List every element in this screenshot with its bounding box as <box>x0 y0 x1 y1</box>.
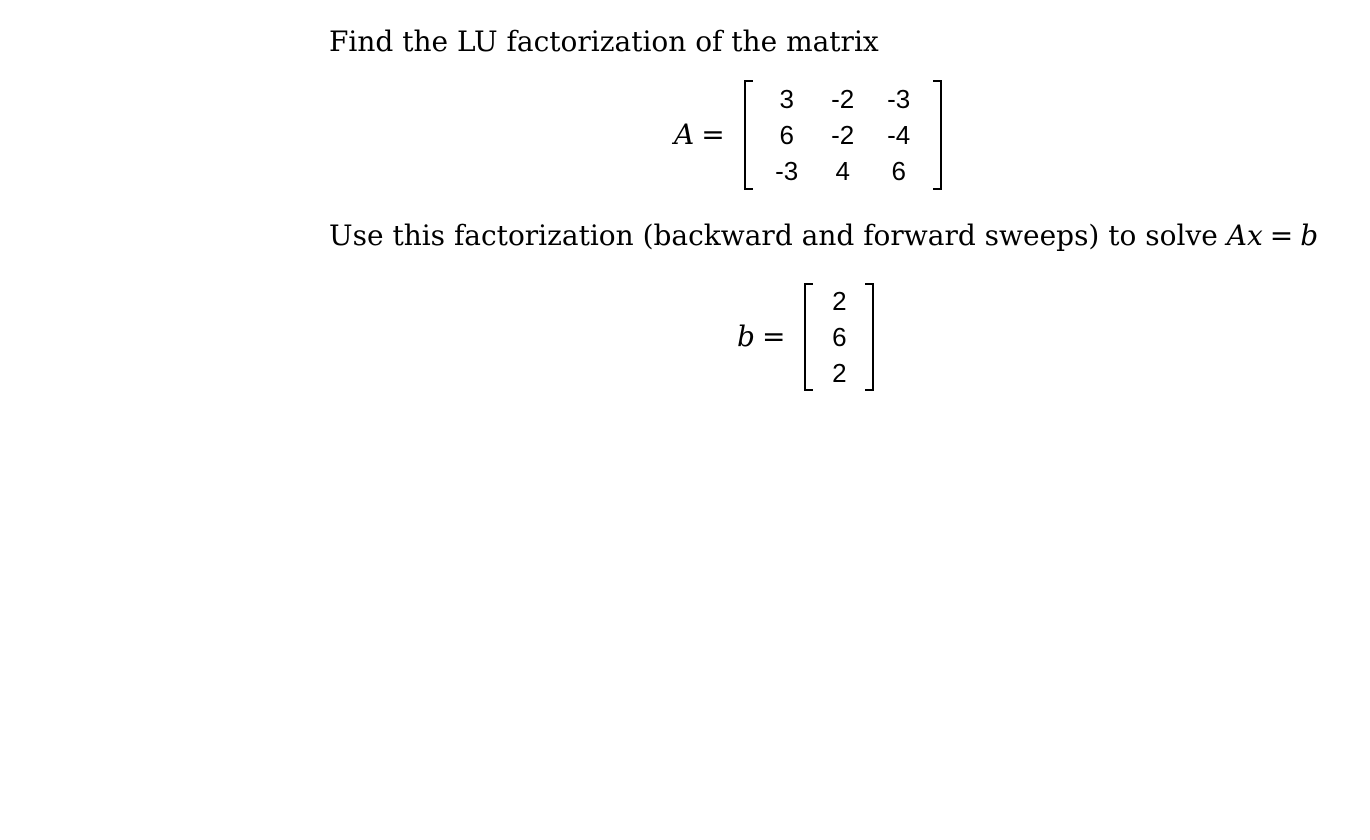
vector-b <box>804 283 874 391</box>
matrix-cell: 6 <box>891 156 906 186</box>
matrix-cell: 6 <box>779 120 794 150</box>
matrix-A-entries <box>753 80 933 190</box>
matrix-A <box>744 80 942 190</box>
left-bracket <box>744 80 753 190</box>
vector-b-symbol: b <box>737 320 755 353</box>
vector-b-label <box>737 320 792 354</box>
matrix-cell: -3 <box>775 156 799 186</box>
right-bracket <box>933 80 942 190</box>
equation-x-symbol: x <box>1246 219 1263 252</box>
matrix-cell: -3 <box>887 84 911 114</box>
problem-intro: Find the LU factorization of the matrix <box>329 25 879 58</box>
matrix-cell: -4 <box>887 120 911 150</box>
vector-cell: 2 <box>832 358 847 388</box>
matrix-A-equation <box>674 80 942 190</box>
equals-sign: = <box>1269 219 1294 252</box>
matrix-cell: -2 <box>831 120 855 150</box>
vector-b-entries <box>813 283 865 391</box>
vector-b-equation <box>737 283 874 391</box>
right-bracket <box>865 283 874 391</box>
instruction-text: Use this factorization (backward and forward sweeps) to solve <box>329 219 1227 252</box>
equation-A-symbol: A <box>1226 219 1247 252</box>
matrix-A-symbol: A <box>674 118 695 151</box>
solve-instruction <box>329 219 1318 253</box>
equals-sign: = <box>701 118 725 151</box>
equals-sign: = <box>761 320 786 353</box>
vector-cell: 2 <box>832 286 847 316</box>
matrix-cell: 4 <box>835 156 850 186</box>
vector-cell: 6 <box>832 322 847 352</box>
matrix-cell: -2 <box>831 84 855 114</box>
matrix-cell: 3 <box>779 84 794 114</box>
left-bracket <box>804 283 813 391</box>
matrix-A-label <box>674 118 732 152</box>
equation-b-symbol: b <box>1300 219 1319 252</box>
